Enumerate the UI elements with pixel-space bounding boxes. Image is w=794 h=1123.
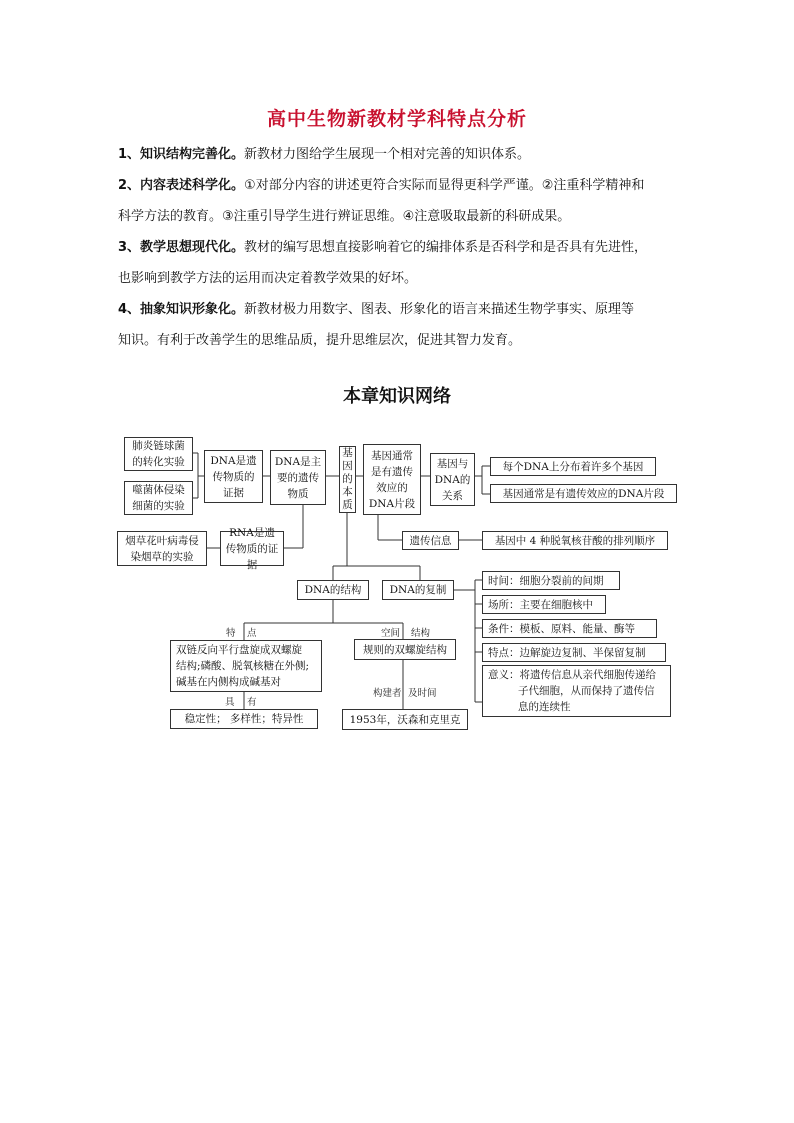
has-label-a: 具 bbox=[225, 697, 235, 708]
replication-place-box: 场所：主要在细胞核中 bbox=[482, 595, 606, 614]
rna-genetic-material-box bbox=[220, 526, 284, 571]
box-line: 要的遗传 bbox=[277, 471, 319, 484]
dna-main-genetic-box bbox=[270, 450, 326, 505]
builder-label-b: 及时间 bbox=[408, 688, 437, 699]
feature-label-b: 点 bbox=[247, 628, 257, 639]
feature-label-a: 特 bbox=[226, 628, 236, 639]
paragraph-text: 教材的编写思想直接影响着它的编排体系是否科学和是否具有先进性， bbox=[244, 240, 648, 255]
box-line: 双链反向平行盘旋成双螺旋 bbox=[176, 644, 302, 656]
box-line: 基因与 bbox=[436, 457, 469, 470]
box-char: 本 bbox=[342, 486, 353, 498]
gene-definition-box bbox=[363, 444, 421, 515]
paragraph-text: ①对部分内容的讲述更符合实际而显得更科学严谨。②注重科学精神和 bbox=[244, 178, 645, 193]
double-helix-box: 规则的双螺旋结构 bbox=[354, 639, 456, 660]
box-line: 意义：将遗传信息从亲代细胞传递给 bbox=[488, 669, 656, 681]
dna-replication-box: DNA的复制 bbox=[382, 580, 454, 600]
paragraph-lead: 2、内容表述科学化。 bbox=[118, 178, 245, 193]
page-title: 高中生物新教材学科特点分析 bbox=[266, 108, 527, 130]
paragraph-text: 知识。有利于改善学生的思维品质，提升思维层次，促进其智力发育。 bbox=[118, 333, 522, 348]
box-line: 传物质的证据 bbox=[225, 542, 279, 571]
paragraph-lead: 3、教学思想现代化。 bbox=[118, 240, 245, 255]
dna-properties-box: 稳定性； 多样性；特异性 bbox=[170, 709, 318, 729]
relation-2-box: 基因通常是有遗传效应的DNA片段 bbox=[490, 484, 677, 503]
box-line: 结构;磷酸、脱氧核糖在外侧; bbox=[176, 660, 310, 672]
box-line: DNA是遗 bbox=[210, 454, 257, 467]
paragraph-lead: 1、知识结构完善化。 bbox=[118, 147, 245, 162]
box-line: 碱基在内侧构成碱基对 bbox=[176, 676, 281, 688]
box-char: 的 bbox=[342, 473, 353, 485]
pneumococcus-experiment-box bbox=[124, 437, 193, 471]
box-line: DNA片段 bbox=[368, 497, 416, 510]
replication-conditions-box: 条件：模板、原料、能量、酶等 bbox=[482, 619, 657, 638]
tmv-experiment-box bbox=[117, 531, 207, 566]
section-title: 本章知识网络 bbox=[343, 386, 451, 407]
box-line: 细菌的实验 bbox=[132, 500, 185, 512]
gene-dna-relation-box bbox=[430, 453, 475, 506]
builder-box: 1953年，沃森和克里克 bbox=[342, 709, 468, 730]
paragraph-text: 也影响到教学方法的运用而决定着教学效果的好坏。 bbox=[118, 271, 418, 286]
paragraph-text: 新教材极力用数字、图表、形象化的语言来描述生物学事实、原理等 bbox=[244, 302, 635, 317]
box-line: 是有遗传 bbox=[371, 465, 413, 478]
genetic-info-desc-box: 基因中 4 种脱氧核苷酸的排列顺序 bbox=[482, 531, 668, 550]
box-char: 因 bbox=[342, 460, 353, 472]
dna-genetic-material-box bbox=[204, 450, 263, 503]
box-line: 物质 bbox=[287, 487, 309, 500]
box-line: 噬菌体侵染 bbox=[132, 484, 185, 496]
builder-label-a: 构建者 bbox=[373, 688, 402, 699]
dna-structure-box: DNA的结构 bbox=[297, 580, 369, 600]
gene-nature-box bbox=[339, 446, 356, 513]
paragraph-text: 新教材力图给学生展现一个相对完善的知识体系。 bbox=[244, 147, 531, 162]
box-line: 的转化实验 bbox=[132, 456, 185, 468]
phage-experiment-box bbox=[124, 481, 193, 515]
genetic-info-box: 遗传信息 bbox=[402, 531, 459, 550]
replication-significance-box bbox=[482, 665, 671, 717]
box-line: DNA的 bbox=[434, 473, 471, 486]
space-label-a: 空间 bbox=[381, 628, 401, 639]
box-char: 质 bbox=[342, 499, 353, 511]
dna-features-box bbox=[170, 640, 322, 692]
box-line: 染烟草的实验 bbox=[130, 550, 194, 563]
box-line: 肺炎链球菌 bbox=[132, 440, 185, 452]
box-line: 关系 bbox=[442, 489, 463, 502]
box-line: 息的连续性 bbox=[518, 701, 571, 713]
box-line: 效应的 bbox=[376, 481, 408, 494]
box-char: 基 bbox=[342, 447, 353, 459]
box-line: 烟草花叶病毒侵 bbox=[125, 534, 199, 547]
box-line: 子代细胞，从而保持了遗传信 bbox=[518, 685, 655, 697]
box-line: 基因通常 bbox=[371, 449, 413, 462]
paragraph-lead: 4、抽象知识形象化。 bbox=[118, 302, 245, 317]
box-line: DNA是主 bbox=[274, 455, 322, 468]
relation-1-box: 每个DNA上分布着许多个基因 bbox=[490, 457, 656, 476]
paragraph-text: 科学方法的教育。③注重引导学生进行辨证思维。④注意吸取最新的科研成果。 bbox=[118, 209, 571, 224]
box-line: 传物质的 bbox=[212, 470, 255, 483]
replication-features-box: 特点：边解旋边复制、半保留复制 bbox=[482, 643, 666, 662]
has-label-b: 有 bbox=[247, 697, 257, 708]
space-label-b: 结构 bbox=[411, 628, 431, 639]
box-line: RNA是遗 bbox=[229, 526, 275, 539]
replication-time-box: 时间：细胞分裂前的间期 bbox=[482, 571, 620, 590]
box-line: 证据 bbox=[223, 486, 244, 499]
